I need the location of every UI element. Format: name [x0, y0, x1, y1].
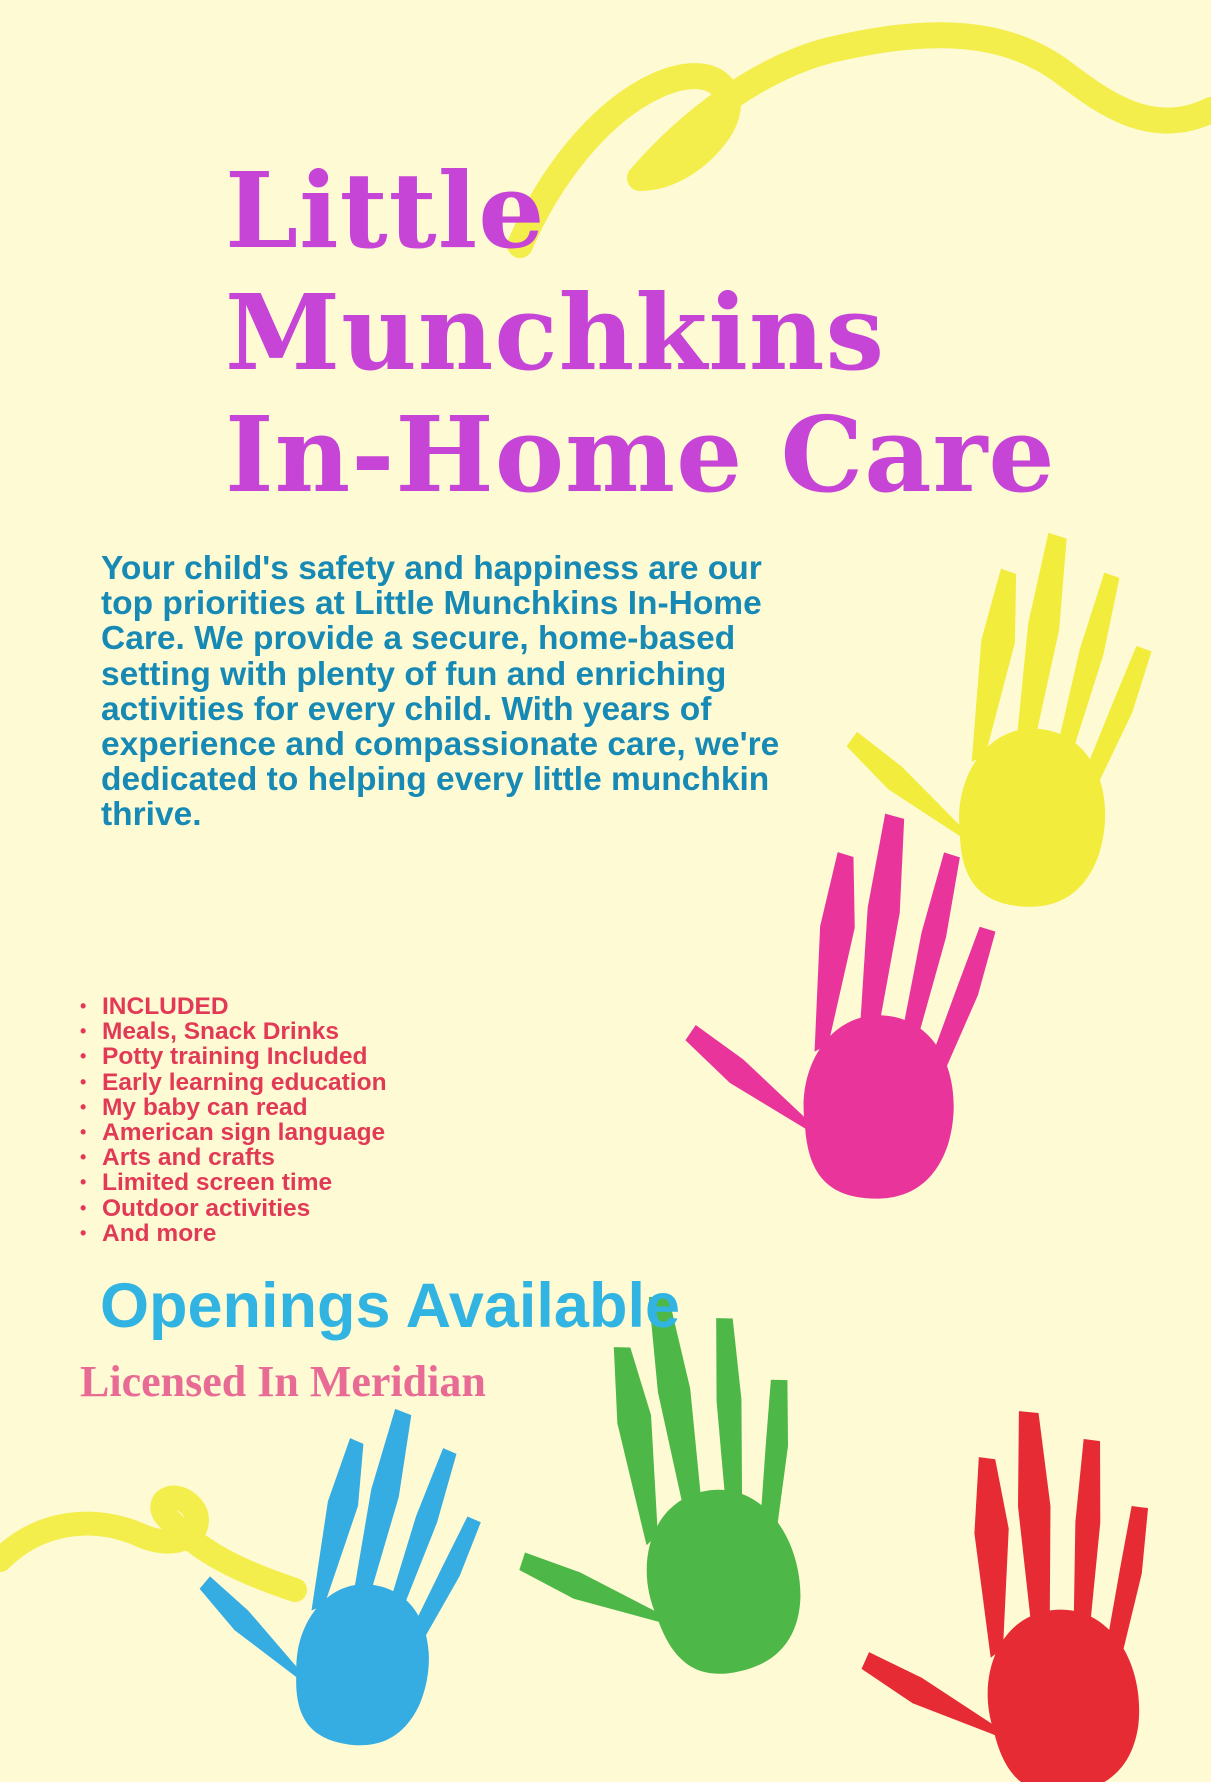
list-item: • Meals, Snack Drinks: [78, 1019, 387, 1044]
title-line-1: Little: [225, 149, 546, 272]
licensed-text: Licensed In Meridian: [80, 1357, 486, 1406]
intro-paragraph: Your child's safety and happiness are our top priorities at Little Munchkins In-Home Care. We provide a secure, home-based setting with plenty of fun and enriching activities for every child. With years of experience and compassionate care, we're dedicated to helping every little munchkin thrive.: [101, 550, 780, 834]
list-item: • And more: [78, 1221, 387, 1246]
openings-heading: Openings Available: [100, 1271, 680, 1341]
list-item: • Early learning education: [78, 1070, 387, 1095]
business-title: [225, 150, 1145, 516]
list-item: • Outdoor activities: [78, 1196, 387, 1221]
list-item: • Limited screen time: [78, 1170, 387, 1195]
red-handprint: [844, 1403, 1167, 1782]
yellow-scribble-bottom: [0, 1498, 295, 1590]
features-list: [78, 994, 387, 1246]
list-item: • American sign language: [78, 1120, 387, 1145]
title-line-3: In-Home Care: [225, 393, 1056, 516]
list-item: • My baby can read: [78, 1095, 387, 1120]
list-item: • Arts and crafts: [78, 1145, 387, 1170]
list-item: • Potty training Included: [78, 1044, 387, 1069]
list-item: • INCLUDED: [78, 994, 387, 1019]
pink-handprint: [671, 795, 1007, 1208]
title-line-2: Munchkins: [225, 271, 886, 394]
